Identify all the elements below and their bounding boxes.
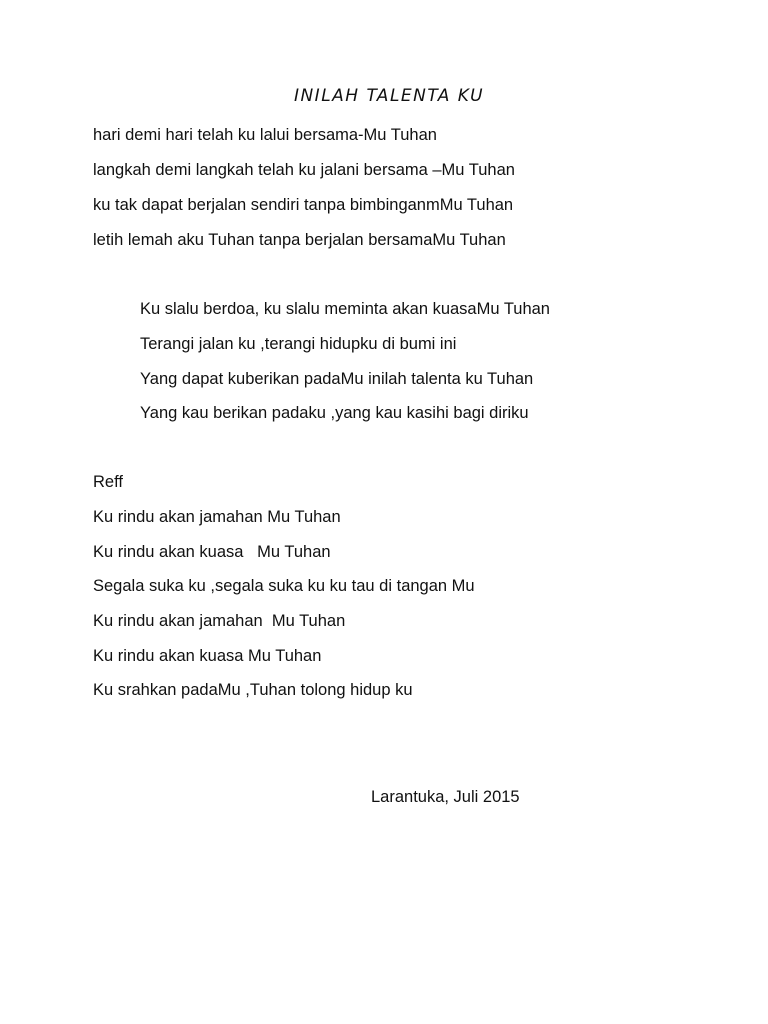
reff-line-3: Segala suka ku ,segala suka ku ku tau di tangan Mu	[93, 577, 475, 595]
song-title: INILAH TALENTA KU	[293, 86, 485, 106]
reff-line-1: Ku rindu akan jamahan Mu Tuhan	[93, 508, 341, 526]
verse1-line-3: ku tak dapat berjalan sendiri tanpa bimbinganmMu Tuhan	[93, 196, 514, 214]
verse1-line-4: letih lemah aku Tuhan tanpa berjalan bersamaMu Tuhan	[93, 231, 506, 249]
place-date-signature: Larantuka, Juli 2015	[371, 788, 520, 806]
reff-line-4: Ku rindu akan jamahan Mu Tuhan	[93, 612, 346, 630]
verse1-line-1: hari demi hari telah ku lalui bersama-Mu Tuhan	[93, 126, 437, 144]
verse2-line-3: Yang dapat kuberikan padaMu inilah talenta ku Tuhan	[140, 370, 534, 388]
reff-line-2: Ku rindu akan kuasa Mu Tuhan	[93, 543, 331, 561]
verse2-line-4: Yang kau berikan padaku ,yang kau kasihi bagi diriku	[140, 404, 529, 422]
verse2-line-2: Terangi jalan ku ,terangi hidupku di bumi ini	[140, 335, 457, 353]
verse1-line-2: langkah demi langkah telah ku jalani bersama –Mu Tuhan	[93, 161, 515, 179]
reff-line-6: Ku srahkan padaMu ,Tuhan tolong hidup ku	[93, 681, 413, 699]
reff-line-5: Ku rindu akan kuasa Mu Tuhan	[93, 647, 322, 665]
verse2-line-1: Ku slalu berdoa, ku slalu meminta akan kuasaMu Tuhan	[140, 300, 550, 318]
reff-label: Reff	[93, 473, 123, 491]
